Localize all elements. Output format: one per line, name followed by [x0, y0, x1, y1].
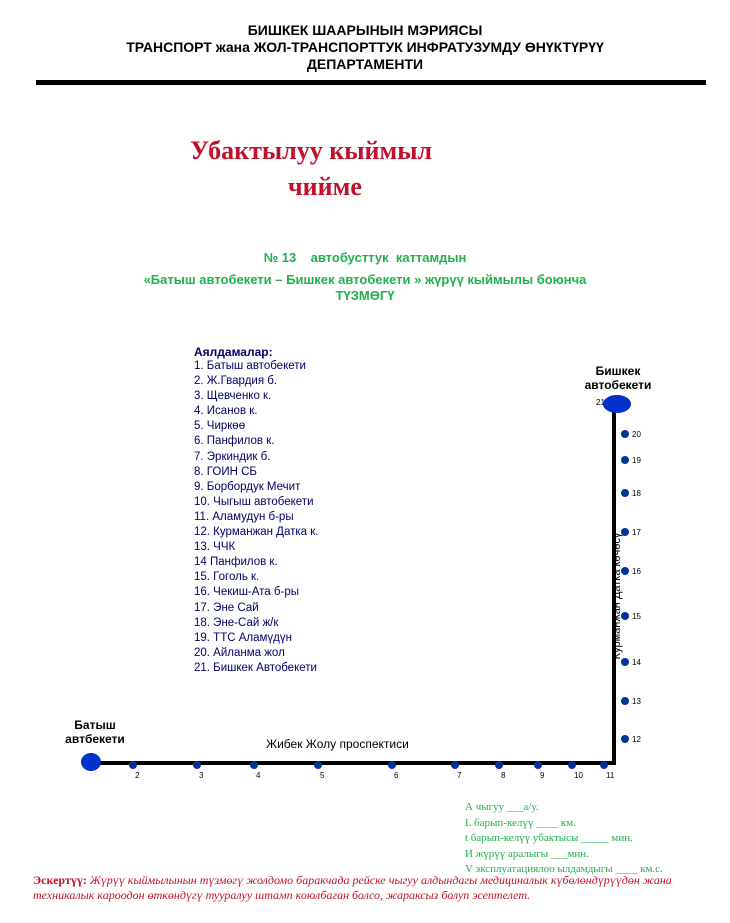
terminal-end-type: автобекети: [584, 378, 652, 392]
stop-number: 8: [501, 771, 506, 780]
stop-marker: [495, 761, 503, 769]
stop-item: 16. Чекиш-Ата б-ры: [194, 586, 299, 599]
stop-number: 21: [596, 398, 605, 407]
end-terminal-marker: [603, 395, 631, 413]
stop-item: 5. Чиркөө: [194, 420, 246, 433]
stop-item: 2. Ж.Гвардия б.: [194, 375, 278, 388]
stop-item: 6. Панфилов к.: [194, 435, 275, 448]
stop-number: 16: [632, 567, 641, 576]
subtitle-line-2: «Батыш автобекети – Бишкек автобекети » жүрүү кыймылы боюнча: [143, 272, 587, 287]
stop-number: 9: [540, 771, 545, 780]
title-line-1: Убактылуу кыймыл: [190, 136, 433, 165]
stop-item: 7. Эркиндик б.: [194, 450, 271, 463]
header-line-3: ДЕПАРТАМЕНТИ: [306, 56, 424, 72]
stop-marker: [621, 489, 629, 497]
stop-item: 9. Борбордук Мечит: [194, 480, 301, 493]
stop-item: 14 Панфилов к.: [194, 556, 278, 569]
parameter-line: t барып-келүү убактысы _____ мин.: [465, 832, 633, 844]
stop-number: 3: [199, 771, 204, 780]
stop-marker: [621, 735, 629, 743]
route-parameters: [465, 800, 663, 878]
note: [33, 873, 693, 902]
stop-marker: [600, 761, 608, 769]
stop-number: 18: [632, 489, 641, 498]
stop-marker: [250, 761, 258, 769]
terminal-end-name: Бишкек: [595, 364, 641, 378]
terminal-start-name: Батыш: [74, 718, 116, 732]
stops-heading: Аялдамалар:: [194, 345, 273, 359]
stop-item: 19. ТТС Аламүдүн: [194, 631, 292, 644]
stop-marker: [193, 761, 201, 769]
stop-item: 11. Аламудун б-ры: [194, 510, 294, 523]
stop-item: 8. ГОИН СБ: [194, 465, 257, 478]
parameter-line: И жүрүү аралыгы ___мин.: [465, 847, 589, 860]
parameter-line: L барып-келүү ____ км.: [465, 816, 576, 829]
stop-item: 10. Чыгыш автобекети: [194, 495, 314, 508]
stop-marker: [621, 456, 629, 464]
header-line-1: БИШКЕК ШААРЫНЫН МЭРИЯСЫ: [247, 22, 483, 38]
stop-number: 13: [632, 697, 641, 706]
stop-number: 4: [256, 771, 261, 780]
note-text: Жүрүү кыймылынын түзмөгү жолдомо баракчада рейске чыгуу алдындагы медициналык күбөлөндүрүүдөн жана техникалык кароодон өткөндүгү тууралуу штамп коюлбаган болсо, жараксыз болуп эсептелет.: [33, 873, 672, 902]
stop-number: 10: [574, 771, 583, 780]
stop-item: 17. Эне Сай: [194, 601, 259, 614]
stop-number: 14: [632, 658, 641, 667]
stop-item: 4. Исанов к.: [194, 405, 258, 418]
stop-number: 12: [632, 735, 641, 744]
stop-item: 18. Эне-Сай ж/к: [194, 616, 279, 629]
stop-marker: [534, 761, 542, 769]
stop-item: 13. ЧЧК: [194, 541, 236, 554]
stop-number: 6: [394, 771, 399, 780]
stop-number: 20: [632, 430, 641, 439]
stop-marker: [621, 697, 629, 705]
street-label-bottom: Жибек Жолу проспектиси: [266, 737, 409, 751]
stop-marker: [129, 761, 137, 769]
stop-item: 3. Щевченко к.: [194, 390, 272, 403]
stop-marker: [568, 761, 576, 769]
stop-item: 20. Айланма жол: [194, 646, 285, 659]
note-label: Эскертүү:: [33, 873, 87, 887]
stop-number: 11: [606, 771, 615, 780]
street-label-vertical: Курманжан Датка көчөсү: [611, 532, 623, 660]
stop-number: 19: [632, 456, 641, 465]
subtitle-line-3: ТҮЗМӨГҮ: [335, 288, 395, 303]
stop-number: 17: [632, 528, 641, 537]
stop-item: 21. Бишкек Автобекети: [194, 661, 317, 674]
header-line-2: ТРАНСПОРТ жана ЖОЛ-ТРАНСПОРТТУК ИНФРАТУЗУМДУ ӨНҮКТҮРҮҮ: [126, 39, 604, 55]
stop-marker: [451, 761, 459, 769]
stop-number: 15: [632, 612, 641, 621]
stop-marker: [388, 761, 396, 769]
stop-marker: [621, 430, 629, 438]
route-line: [90, 404, 614, 763]
stop-item: 15. Гоголь к.: [194, 571, 260, 584]
stop-number: 5: [320, 771, 325, 780]
stop-number: 2: [135, 771, 140, 780]
subtitle-line-1: № 13 автобусттук каттамдын: [263, 250, 467, 265]
stop-item: 12. Курманжан Датка к.: [194, 526, 319, 539]
stop-marker: [314, 761, 322, 769]
parameter-line: А чыгуу ___а/у.: [465, 801, 539, 813]
stop-item: 1. Батыш автобекети: [194, 360, 306, 372]
title-line-2: чийме: [288, 172, 362, 201]
terminal-start-type: автбекети: [65, 732, 125, 746]
parameter-line: V эксплуатациялоо ылдамдыгы ____ км.с.: [465, 863, 663, 875]
stop-number: 7: [457, 771, 462, 780]
start-terminal-marker: [81, 753, 101, 771]
